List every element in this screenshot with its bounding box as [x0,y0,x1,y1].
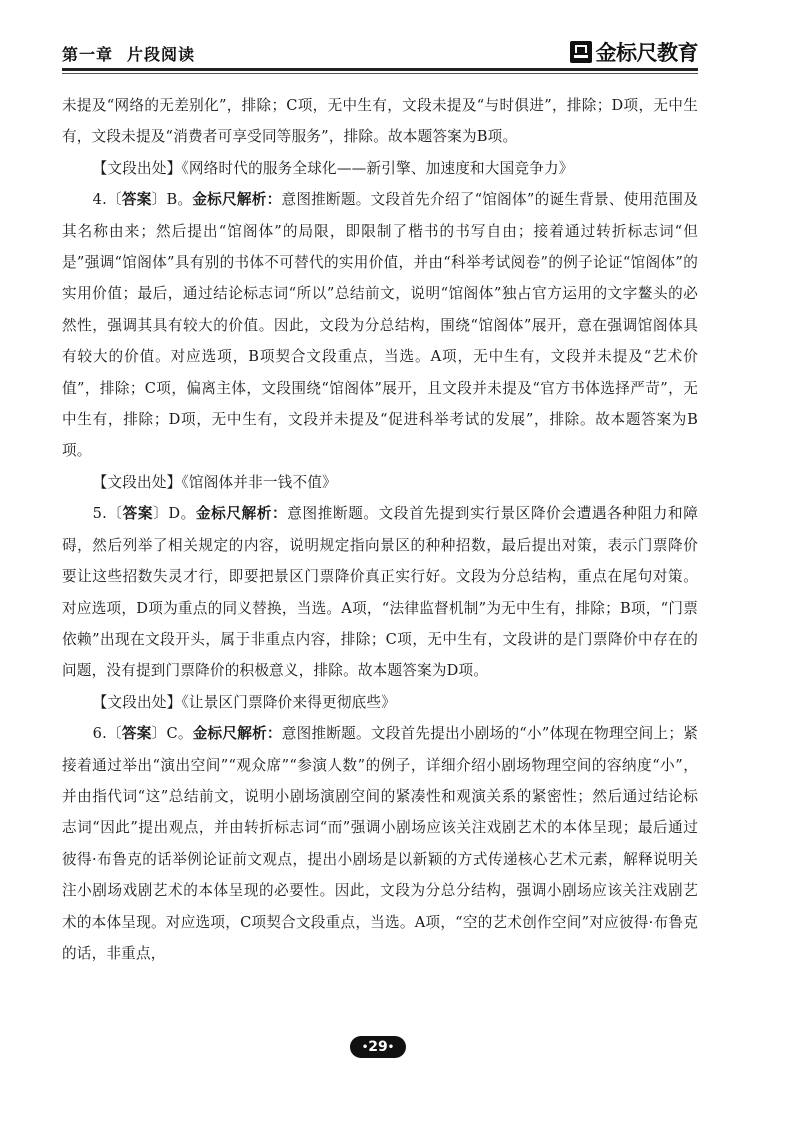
item-number: 6.〔 [92,725,122,743]
source-citation: 【文段出处】《馆阁体并非一钱不值》 [92,473,337,491]
answer-item-5 [62,498,698,686]
page-number: 29 [368,1039,388,1055]
analysis-text: 意图推断题。文段首先提到实行景区降价会遭遇各种阻力和障碍，然后列举了相关规定的内容，说明规定指向景区的种种招数，最后提出对策，表示门票降价要让这些招数失灵才行，即要把景区门票降价真正实行好。文段为分总结构，重点在尾句对策。对应选项，D项为重点的同义替换，当选。A项，“法律监督机制”为无中生有，排除；B项，“门票依赖”出现在文段开头，属于非重点内容，排除；C项，无中生有，文段讲的是门票降价中存在的问题，没有提到门票降价的积极意义，排除。故本题答案为D项。 [62,505,699,680]
source-citation: 【文段出处】《让景区门票降价来得更彻底些》 [92,693,397,711]
item-number: 5.〔 [92,505,123,523]
chapter-title [62,42,195,65]
answer-item-4 [62,184,698,467]
answer-item-6 [62,718,698,969]
page-number-badge: •29• [350,1036,406,1058]
answer-choice: 〕B。 [151,191,193,209]
source-citation: 【文段出处】《网络时代的服务全球化——新引擎、加速度和大国竞争力》 [92,159,574,177]
analysis-text: 意图推断题。文段首先提出小剧场的“小”体现在物理空间上；紧接着通过举出“演出空间”“观众席”“参演人数”的例子，详细介绍小剧场物理空间的容纳度“小”，并由指代词“这”总结前文，说明小剧场演剧空间的紧凑性和观演关系的紧密性；然后通过结论标志词“因此”提出观点，并由转折标志词“而”强调小剧场应该关注戏剧艺术的本体呈现；最后通过彼得·布鲁克的话举例论证前文观点，提出小剧场是以新颖的方式传递核心艺术元素，解释说明关注小剧场戏剧艺术的本体呈现的必要性。因此，文段为分总分结构，强调小剧场应该关注戏剧艺术的本体呈现。对应选项，C项契合文段重点，当选。A项，“空的艺术创作空间”对应彼得·布鲁克的话，非重点， [62,725,698,962]
answer-label: 答案 [121,725,152,743]
paragraph-continuation: 未提及“网络的无差别化”，排除；C项，无中生有，文段未提及“与时俱进”，排除；D项，无中生有，文段未提及“消费者可享受同等服务”，排除。故本题答案为B项。 [62,97,698,146]
answer-label: 答案 [122,505,154,523]
chapter-number: 第一章 [62,45,114,64]
document-body [62,90,698,969]
analysis-label: 金标尺解析： [195,505,288,523]
analysis-label: 金标尺解析： [192,725,282,743]
brand-name: 金标尺教育 [595,41,698,65]
answer-choice: 〕C。 [151,725,193,743]
header-rule-thick [62,68,698,71]
answer-label: 答案 [121,191,152,209]
book-logo-icon [570,41,592,63]
brand-logo [570,38,699,66]
analysis-label: 金标尺解析： [192,191,282,209]
answer-choice: 〕D。 [153,505,196,523]
analysis-text: 意图推断题。文段首先介绍了“馆阁体”的诞生背景、使用范围及其名称由来；然后提出“馆阁体”的局限，即限制了楷书的书写自由；接着通过转折标志词“但是”强调“馆阁体”具有别的书体不可替代的实用价值，并由“科举考试阅卷”的例子论证“馆阁体”的实用价值；最后，通过结论标志词“所以”总结前文，说明“馆阁体”独占官方运用的文字鳌头的必然性，强调其具有较大的价值。因此，文段为分总结构，围绕“馆阁体”展开，意在强调馆阁体具有较大的价值。对应选项，B项契合文段重点，当选。A项，无中生有，文段并未提及“艺术价值”，排除；C项，偏离主体，文段围绕“馆阁体”展开，且文段并未提及“官方书体选择严苛”，无中生有，排除；D项，无中生有，文段并未提及“促进科举考试的发展”，排除。故本题答案为B项。 [62,191,698,460]
section-title: 片段阅读 [127,45,196,64]
item-number: 4.〔 [92,191,122,209]
header-rule-thin [62,73,698,74]
